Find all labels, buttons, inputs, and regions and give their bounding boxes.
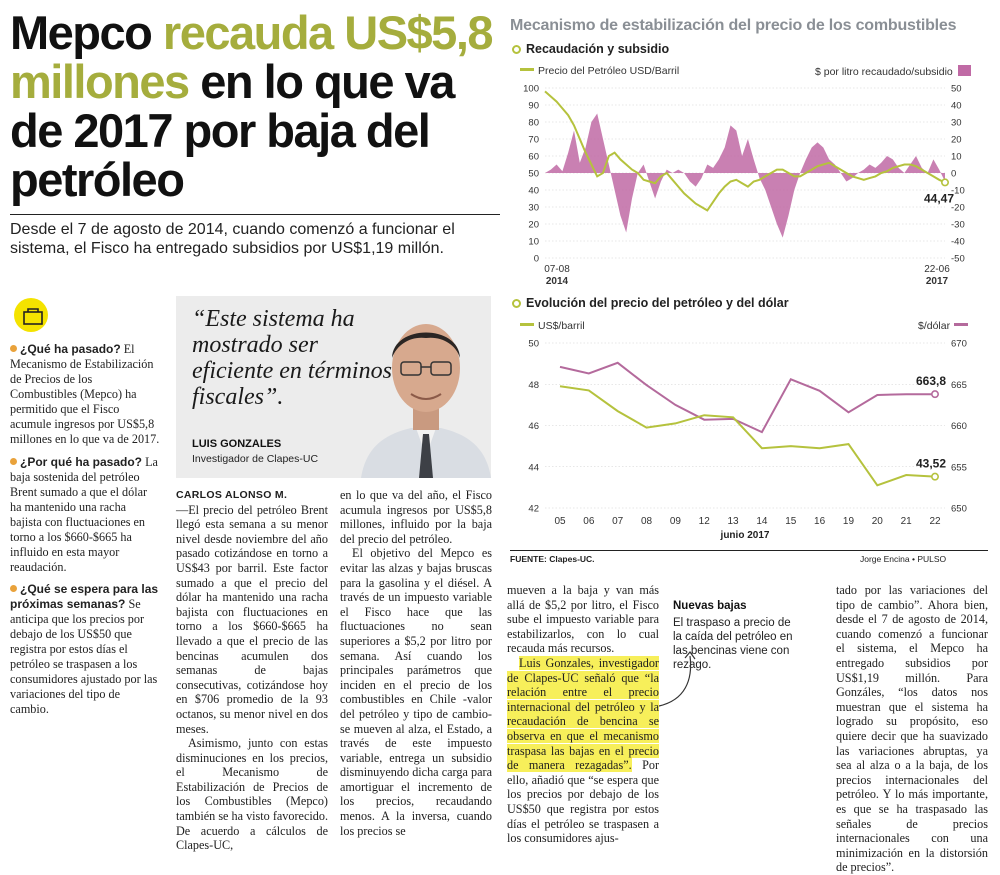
- legend-label: US$/barril: [538, 320, 585, 332]
- legend-swatch: [958, 65, 971, 76]
- y-tick-right: 650: [951, 503, 967, 515]
- subsidy-area: [545, 114, 945, 238]
- paragraph: El objetivo del Mepco es evitar las alzas y bajas bruscas para la gasolina y el diésel. A través de un impuesto variable el Fisco hace que las fluctuaciones no sean superiores a $5,2 por litro por semana. Así cuando los principales parámetros que inciden en el precio de los combustibles en Chile -valor del petróleo y tipo de cambio-se mueven al alza, el Estado, a través de este impuesto variable, entrega un subsidio disminuyendo dicha carga para amortiguar el incremento de los precios, recaudando menos. A la inversa, cuando los precios se: [340, 546, 492, 838]
- y-tick-right: 30: [951, 117, 962, 129]
- y-tick-right: 20: [951, 134, 962, 146]
- chart2-legend-left: [520, 320, 585, 332]
- bullet-icon: [10, 585, 17, 592]
- article-column-4: [836, 583, 988, 875]
- chart-rule: [510, 550, 988, 551]
- chart1-legend-right: [815, 65, 971, 78]
- chart2-subtitle-text: Evolución del precio del petróleo y del dólar: [526, 296, 789, 310]
- y-tick-left: 20: [528, 219, 539, 231]
- x-tick-label: 19: [842, 516, 855, 527]
- y-tick-left: 50: [528, 168, 539, 180]
- end-point-marker: [942, 179, 948, 185]
- legend-swatch: [520, 68, 534, 71]
- x-tick-label: 08: [640, 516, 653, 527]
- graphic-credit: Jorge Encina • PULSO: [860, 554, 947, 564]
- y-tick-right: -40: [951, 236, 965, 248]
- sidebar-item-1: [10, 342, 160, 447]
- oil-series-line: [560, 386, 935, 485]
- x-start-label: 07-08: [544, 264, 570, 275]
- paragraph: en lo que va del año, el Fisco acumula ingresos por US$5,8 millones, influido por la baja del precio del petróleo.: [340, 488, 492, 546]
- bullet-icon: [10, 458, 17, 465]
- oil-end-label: 43,52: [915, 456, 947, 471]
- headline-part1: Mepco: [10, 6, 163, 59]
- paragraph: [507, 656, 659, 846]
- y-tick-left: 10: [528, 236, 539, 248]
- sidebar-item-3: [10, 582, 160, 717]
- paragraph: Asimismo, junto con estas disminuciones en los precios, el Mecanismo de Estabilización de Precios de los Combustibles (Mepco) también se ha visto favorecido. De acuerdo a cálculos de Clapes-UC,: [176, 736, 328, 853]
- y-tick-left: 40: [528, 185, 539, 197]
- x-tick-label: 06: [583, 516, 595, 527]
- ring-icon: [512, 299, 521, 308]
- x-start-year: 2014: [545, 276, 569, 287]
- y-tick-right: 0: [951, 168, 957, 180]
- ring-icon: [512, 45, 521, 54]
- dollar-series-line: [560, 363, 935, 432]
- y-tick-left: 48: [528, 379, 539, 391]
- x-tick-label: 05: [554, 516, 566, 527]
- y-tick-left: 90: [528, 100, 539, 112]
- dollar-end-label: 663,8: [915, 374, 947, 389]
- sidebar-item-2: [10, 455, 160, 575]
- y-tick-left: 100: [523, 83, 539, 95]
- sidebar-answer: Se anticipa que los precios por debajo de los US$50 que registra por estos días el petróleo se traspasen a los consumidores ajustado por las variaciones del tipo de cambio.: [10, 597, 158, 716]
- x-tick-label: 09: [669, 516, 681, 527]
- chart2-legend-right: [918, 320, 968, 332]
- legend-label: Precio del Petróleo USD/Barril: [538, 65, 680, 77]
- charts-header: Mecanismo de estabilización del precio de los combustibles: [510, 17, 957, 34]
- x-tick-label: 07: [612, 516, 624, 527]
- legend-label: $ por litro recaudado/subsidio: [815, 66, 953, 78]
- quote-author: LUIS GONZALES: [192, 438, 282, 450]
- end-value-label: 44,47: [923, 191, 955, 206]
- x-tick-label: 20: [871, 516, 883, 527]
- y-tick-right: 655: [951, 462, 967, 474]
- y-tick-right: -50: [951, 253, 965, 265]
- chart1-subtitle-text: Recaudación y subsidio: [526, 42, 670, 56]
- article-column-3: [507, 583, 659, 846]
- legend-swatch: [954, 323, 968, 326]
- y-tick-right: -20: [951, 202, 965, 214]
- x-tick-label: 13: [727, 516, 739, 527]
- y-tick-left: 60: [528, 151, 539, 163]
- headline-part3: en lo que va de 2017 por baja del petróleo: [10, 55, 454, 206]
- pull-quote: “Este sistema ha mostrado ser eficiente en términos fiscales”.: [192, 306, 392, 410]
- callout-arrow: [655, 652, 705, 712]
- y-tick-left: 46: [528, 421, 539, 432]
- sidebar-answer: El Mecanismo de Estabilización de Precios de los Combustibles (Mepco) ha permitido que el Fisco acumule ingresos por US$5,8 millones en lo que va de 2017.: [10, 342, 160, 446]
- headline: [10, 8, 500, 204]
- legend-label: $/dólar: [918, 320, 951, 332]
- y-tick-left: 30: [528, 202, 539, 214]
- x-tick-label: 21: [900, 516, 912, 527]
- y-tick-left: 44: [528, 462, 539, 474]
- y-tick-left: 70: [528, 134, 539, 146]
- chart2-svg: [505, 333, 995, 543]
- paragraph: tado por las variaciones del tipo de cambio”. Ahora bien, desde el 7 de agosto de 2014, cuando comenzó a funcionar el sistema, el Mepco ha entregado subsidios por US$1,19 millón. Para Gonzáles, “los datos nos muestran que el sistema ha logrado su propósito, eso quiere decir que ha suavizado las variaciones abruptas, ya sea al alza o a la baja, de los precios internacionales del petróleo. Y lo más importante, es que se ha traspasado las señales de precios internacionales con una minimización en la distorsión de precios”.: [836, 583, 988, 875]
- legend-swatch: [520, 323, 534, 326]
- x-tick-label: 12: [698, 516, 710, 527]
- y-tick-right: 50: [951, 83, 962, 95]
- callout-text: El traspaso a precio de la caída del petróleo en las bencinas viene con rezago.: [673, 617, 793, 671]
- y-tick-right: 40: [951, 100, 962, 112]
- x-end-label: 22-06: [924, 264, 950, 275]
- sidebar-question: ¿Por qué ha pasado?: [20, 455, 143, 469]
- x-end-year: 2017: [925, 276, 949, 287]
- y-tick-right: 660: [951, 421, 967, 432]
- quote-author-role: Investigador de Clapes-UC: [192, 453, 319, 465]
- source-note: FUENTE: Clapes-UC.: [510, 554, 595, 564]
- sidebar-answer: La baja sostenida del petróleo Brent sumado a que el dólar ha mantenido una racha bajista con fluctuaciones en torno a los $660-$665 ha influido en esta mayor reaudación.: [10, 455, 158, 574]
- x-tick-label: 22: [929, 516, 941, 527]
- chart2-subtitle: [512, 296, 789, 310]
- y-tick-left: 42: [528, 503, 539, 515]
- x-axis-label: junio 2017: [720, 530, 770, 541]
- y-tick-right: 10: [951, 151, 962, 163]
- callout-title: Nuevas bajas: [673, 600, 747, 612]
- sidebar-question: ¿Qué ha pasado?: [20, 342, 121, 356]
- oil-end-marker: [932, 473, 938, 479]
- article-column-2: [340, 488, 492, 838]
- y-tick-left: 0: [533, 253, 539, 265]
- y-tick-left: 50: [528, 338, 539, 350]
- x-tick-label: 16: [814, 516, 826, 527]
- y-tick-right: 665: [951, 379, 967, 391]
- y-tick-left: 80: [528, 117, 539, 129]
- headline-rule: [10, 214, 500, 215]
- chart1-svg: [505, 78, 995, 288]
- chart1-subtitle: [512, 42, 669, 56]
- y-tick-right: -10: [951, 185, 965, 197]
- briefcase-icon: [14, 298, 48, 332]
- paragraph-rest: Por ello, añadió que “se espera que los precios por debajo de los US$50 que registra por estos días el petróleo se traspasen a los consumidores ajus-: [507, 758, 660, 846]
- article-column-1: [176, 488, 328, 853]
- dollar-end-marker: [932, 391, 938, 397]
- x-tick-label: 14: [756, 516, 768, 527]
- byline: CARLOS ALONSO M.: [176, 489, 288, 501]
- bullet-icon: [10, 345, 17, 352]
- paragraph: —El precio del petróleo Brent llegó esta semana a su menor nivel desde noviembre del año pasado cotizándose en torno a US$43 por barril. Este factor sumado a que el precio del dólar ha mantenido una racha bajista con fluctuaciones en torno a los $660-$665 ha llevado a que el precio de las bencinas acumulen dos semanas de bajas consecutivas, cotizándose hoy en $706 promedio de la 93 octanos, su menor nivel en dos meses.: [176, 502, 328, 736]
- highlighted-quote: Luis Gonzales, investigador de Clapes-UC señaló que “la relación entre el precio internacional del petróleo y la recaudación de bencina se observa en que el mecanismo traspasa las bajas en el precio de manera rezagadas”.: [507, 655, 659, 773]
- y-tick-right: 670: [951, 338, 967, 350]
- deck: Desde el 7 de agosto de 2014, cuando comenzó a funcionar el sistema, el Fisco ha entregado subsidios por US$1,19 millón.: [10, 221, 455, 257]
- paragraph: mueven a la baja y van más allá de $5,2 por litro, el Fisco sube el impuesto variable para estabilizarlos, con lo cual recauda más recursos.: [507, 583, 659, 656]
- sidebar-question: ¿Qué se espera para las próximas semanas?: [10, 582, 159, 611]
- y-tick-right: -30: [951, 219, 965, 231]
- chart1-legend-left: [520, 65, 679, 77]
- headline-highlight: recauda US$5,8 millones: [10, 6, 493, 108]
- x-tick-label: 15: [785, 516, 797, 527]
